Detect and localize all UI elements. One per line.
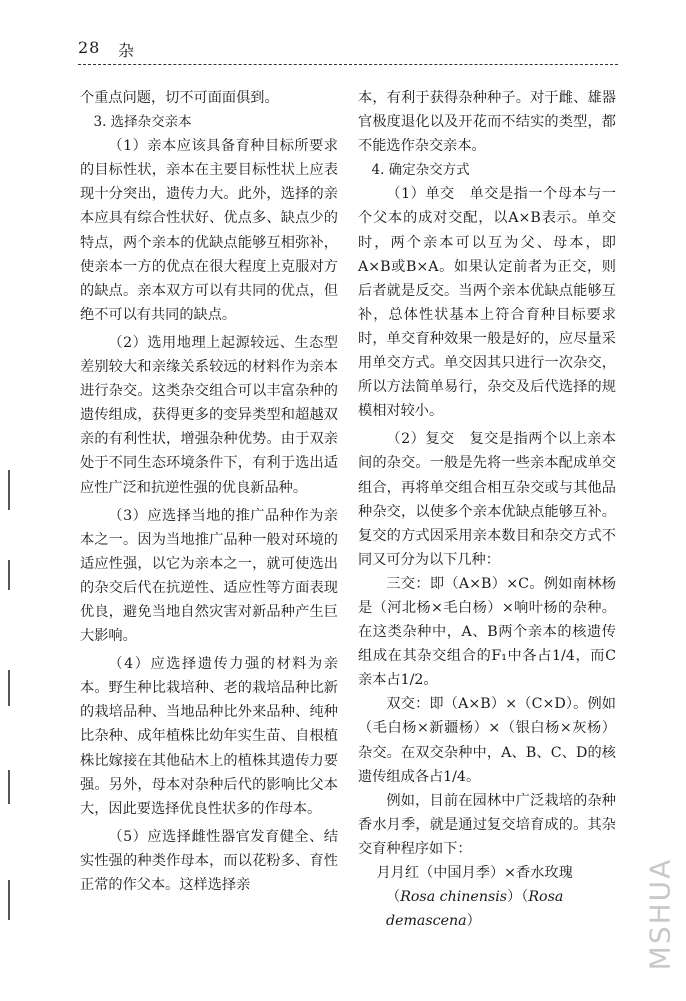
paragraph-multiple-cross: （2）复交 复交是指两个以上亲本间的杂交。一般是先将一些亲本配成单交组合，再将单交组合相互杂交或与其他品种杂交，以使多个亲本优缺点能够互补。复交的方式因采用亲本数目和杂交方式不同又可分为以下几种： (358, 431, 616, 568)
paragraph-3: （3）应选择当地的推广品种作为亲本之一。因为当地推广品种一般对环境的适应性强，以它为亲本之一，就可使选出的杂交后代在抗逆性、适应性等方面表现优良，避免当地自然灾害对新品种产生巨大影响。 (80, 507, 338, 645)
paragraph-example: 例如，目前在园林中广泛栽培的杂种香水月季，就是通过复交培育成的。其杂交育种程序如下： (358, 792, 616, 857)
running-title: 杂 (118, 41, 135, 60)
scan-edge-mark (8, 560, 10, 590)
paragraph-4: （4）应选择遗传力强的材料为亲本。野生种比栽培种、老的栽培品种比新的栽培品种、当地品种比外来品种、纯种比杂种、成年植株比幼年实生苗、自根植株比嫁接在其他砧木上的植株其遗传力要强。另外，母本对杂种后代的影响比父本大，因此要选择优良性状多的作母本。 (80, 656, 338, 817)
header-divider (78, 64, 618, 65)
watermark-text: MSHUA (643, 857, 677, 971)
section-heading-4: 4. 确定杂交方式 (371, 162, 470, 179)
scan-edge-mark (8, 670, 10, 706)
latin-names: （Rosa chinensis）（Rosa demascena） (386, 889, 564, 930)
scan-edge-mark (8, 880, 10, 920)
watermark (640, 839, 680, 989)
section-heading-3: 3. 选择杂交亲本 (93, 114, 192, 131)
paragraph-2: （2）选用地理上起源较远、生态型差别较大和亲缘关系较远的材料作为亲本进行杂交。这类杂交组合可以丰富杂种的遗传组成，获得更多的变异类型和超越双亲的有利性状，增强杂种优势。由于双亲处于不同生态环境条件下，有利于选出适应性广泛和抗逆性强的优良新品种。 (80, 334, 338, 496)
paragraph-1: （1）亲本应该具备育种目标所要求的目标性状，亲本在主要目标性状上应表现十分突出，遗传力大。此外，选择的亲本应具有综合性状好、优点多、缺点少的特点，两个亲本的优缺点能够互相弥补，使亲本一方的优点在很大程度上克服对方的缺点。亲本双方可以有共同的优点，但绝不可以有共同的缺点。 (80, 138, 338, 323)
page-number: 28 (78, 38, 101, 57)
latin-name-2: Rosa demascena (386, 889, 564, 930)
page-header (78, 38, 618, 64)
paragraph-three-way-cross: 三交：即（A×B）×C。例如南林杨是（河北杨×毛白杨）×响叶杨的杂种。在这类杂种中，A、B两个亲本的核遗传组成在其杂交组合的F₁中各占1/4，而C亲本占1/2。 (358, 575, 616, 689)
paragraph-single-cross: （1）单交 单交是指一个母本与一个父本的成对交配，以A×B表示。单交时，两个亲本可以互为父、母本，即A×B或B×A。如果认定前者为正交，则后者就是反交。当两个亲本优缺点能够互补，总体性状基本上符合育种目标要求时，单交育种效果一般是好的，应尽量采用单交方式。单交因其只进行一次杂交，所以方法简单易行，杂交及后代选择的规模相对较小。 (358, 186, 616, 420)
scan-edge-mark (8, 770, 10, 804)
latin-name-1: Rosa chinensis (400, 889, 508, 906)
paragraph-5: （5）应选择雌性器官发育健全、结实性强的种类作母本，而以花粉多、育性正常的作父本。这样选择亲 (80, 828, 338, 893)
paragraph-continuation: 个重点问题，切不可面面俱到。 (80, 90, 279, 106)
paragraph-double-cross: 双交：即（A×B）×（C×D）。例如（毛白杨×新疆杨）×（银白杨×灰杨）杂交。在双交杂种中，A、B、C、D的核遗传组成各占1/4。 (358, 696, 616, 785)
left-column (80, 86, 338, 897)
right-column (358, 86, 616, 933)
cross-formula: 月月红（中国月季）×香水玫瑰 (376, 865, 573, 881)
scan-edge-mark (8, 470, 10, 510)
paragraph-continuation: 本，有利于获得杂种种子。对于雌、雄器官极度退化以及开花而不结实的类型，都不能选作杂交亲本。 (358, 90, 616, 155)
